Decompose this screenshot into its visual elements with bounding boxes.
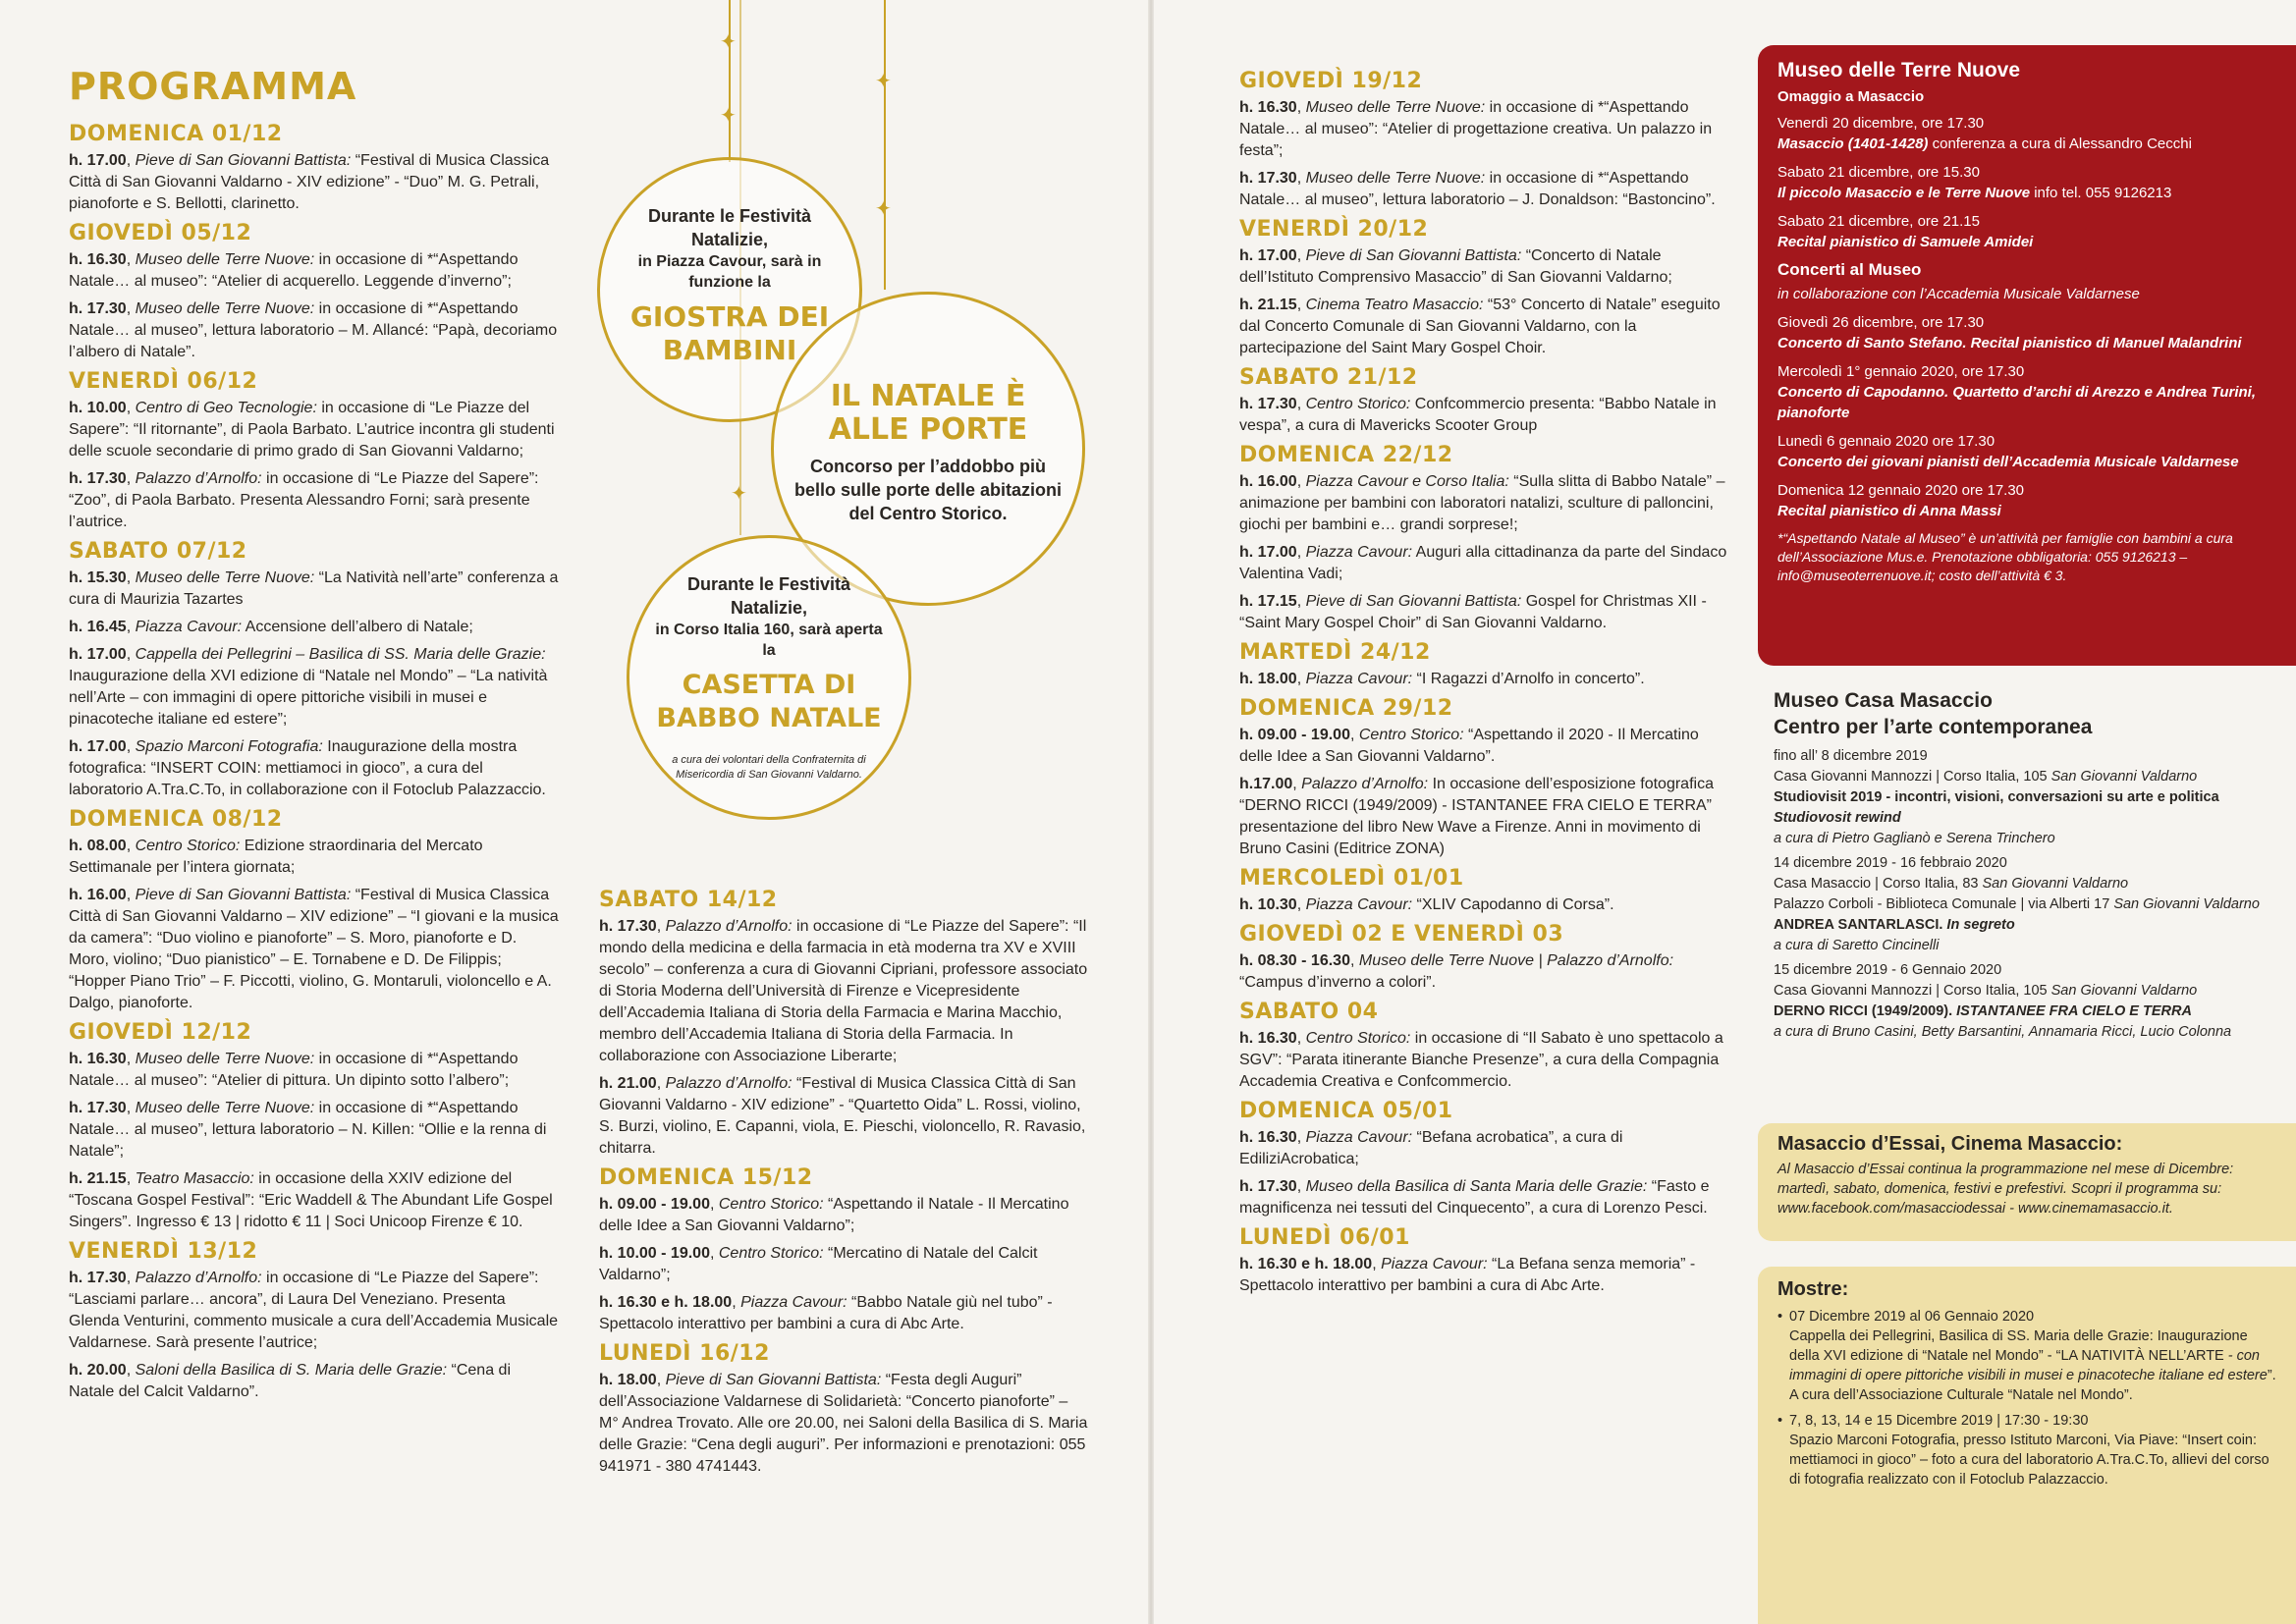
- event-place: Piazza Cavour:: [1305, 1129, 1413, 1146]
- event-description: “Festa degli Auguri” dell’Associazione Valdarnese di Solidarietà: “Concerto pianoforte” – M° Andrea Trovato. Alle ore 20.00, nei Saloni della Basilica di S. Maria delle Grazie: “Cena degli auguri”. Per informazioni e prenotazioni: 055 941971 - 380 4741443.: [599, 1372, 1088, 1475]
- day-heading: SABATO 21/12: [1239, 365, 1418, 390]
- event-place: Pieve di San Giovanni Battista:: [135, 887, 352, 903]
- casetta-location: in Corso Italia 160, sarà aperta la: [655, 622, 883, 659]
- mostre-item: [1777, 1307, 2280, 1405]
- event-title: Recital pianistico di Samuele Amidei: [1777, 234, 2034, 250]
- event-description: “Festival di Musica Classica Città di San Giovanni Valdarno – XIV edizione” – “I giovani e la musica da camera”: “Duo violino e pianoforte” – S. Moro, pianoforte e D. Moro, violino; “Duo pianistico” – E. Tornabene e D. De Filippis; “Hopper Piano Trio” – F. Piccotti, violino, G. Montaruli, violoncello e A. Dalgo, pianoforte.: [69, 887, 559, 1011]
- event-place: Piazza Cavour:: [1305, 896, 1413, 913]
- exhibit-name: In segreto: [1946, 917, 2015, 933]
- event-entry: h.17.00, Palazzo d’Arnolfo: In occasione dell’esposizione fotografica “DERNO RICCI (1949/2009) - ISTANTANEE FRA CIELO E TERRA” presentazione del libro New Wave a Firenze. Anni in movimento di Bruno Casini (Editrice ZONA): [1239, 776, 1714, 857]
- event-time: h. 16.30: [69, 1051, 127, 1067]
- event-time: h. 16.00: [69, 887, 127, 903]
- event-place: Museo delle Terre Nuove | Palazzo d’Arnolfo:: [1358, 952, 1674, 969]
- event-place: Museo delle Terre Nuove:: [135, 1051, 315, 1067]
- casetta-title: CASETTA DI BABBO NATALE: [656, 670, 882, 733]
- event-entry: h. 20.00, Saloni della Basilica di S. Maria delle Grazie: “Cena di Natale del Calcit Valdarno”.: [69, 1362, 511, 1400]
- event-title: Concerto di Santo Stefano. Recital pianistico di Manuel Malandrini: [1777, 335, 2242, 352]
- event-detail: conferenza a cura di Alessandro Cecchi: [1928, 135, 2192, 152]
- day-heading: DOMENICA 29/12: [1239, 696, 1453, 721]
- event-description: Inaugurazione della mostra fotografica: “INSERT COIN: mettiamoci in gioco”, a cura del laboratorio A.Tra.C.To, in collaborazione con il Fotoclub Palazzaccio.: [69, 738, 546, 798]
- event-entry: h. 17.30, Museo delle Terre Nuove: in occasione di *“Aspettando Natale… al museo”, lettura laboratorio – N. Killen: “Ollie e la renna di Natale”;: [69, 1100, 547, 1160]
- event-place: Museo delle Terre Nuove:: [135, 251, 315, 268]
- event-date: Lunedì 6 gennaio 2020 ore 17.30: [1777, 433, 1995, 450]
- event-place: Cappella dei Pellegrini – Basilica di SS. Maria delle Grazie:: [135, 646, 546, 663]
- mostre-date: • 07 Dicembre 2019 al 06 Gennaio 2020: [1789, 1309, 2035, 1325]
- exhibit-date: 15 dicembre 2019 - 6 Gennaio 2020: [1774, 962, 2002, 978]
- event-place: Pieve di San Giovanni Battista:: [135, 152, 352, 169]
- event-entry: h. 16.30 e h. 18.00, Piazza Cavour: “Babbo Natale giù nel tubo” - Spettacolo interattivo per bambini a cura di Abc Arte.: [599, 1294, 1053, 1332]
- event-entry: h. 16.00, Piazza Cavour e Corso Italia: “Sulla slitta di Babbo Natale” – animazione per bambini con laboratori natalizi, sculture di palloncini, giochi per bambini e… grandi sorprese!;: [1239, 473, 1725, 533]
- event-date: Giovedì 26 dicembre, ore 17.30: [1777, 314, 1985, 331]
- event-entry: h. 15.30, Museo delle Terre Nuove: “La Natività nell’arte” conferenza a cura di Maurizia Tazartes: [69, 569, 559, 608]
- programma-column-3: [1239, 63, 1730, 1619]
- event-place: Pieve di San Giovanni Battista:: [665, 1372, 882, 1388]
- day-heading: LUNEDÌ 16/12: [599, 1341, 770, 1366]
- exhibit-location: [1774, 767, 2284, 787]
- event-time: h. 16.30: [1239, 99, 1297, 116]
- event-entry: h. 17.00, Pieve di San Giovanni Battista: “Festival di Musica Classica Città di San Giovanni Valdarno - XIV edizione” - “Duo” M. G. Petrali, pianoforte e S. Bellotti, clarinetto.: [69, 152, 550, 212]
- location-text: Palazzo Corboli - Biblioteca Comunale | via Alberti 17: [1774, 896, 2114, 912]
- event-description: “Festival di Musica Classica Città di San Giovanni Valdarno - XIV edizione” - “Quartetto Oida” L. Rossi, violino, S. Burzi, violino, E. Capanni, viola, E. Pieschi, violoncello, R. Ravasio, chitarra.: [599, 1075, 1086, 1157]
- event-description: Edizione straordinaria del Mercato Settimanale per l’intera giornata;: [69, 838, 483, 876]
- event-place: Piazza Cavour e Corso Italia:: [1305, 473, 1509, 490]
- event-entry: h. 17.30, Museo delle Terre Nuove: in occasione di *“Aspettando Natale… al museo”, lettura laboratorio – M. Allancé: “Papà, decoriamo l’albero di Natale”.: [69, 300, 558, 360]
- event-entry: h. 18.00, Pieve di San Giovanni Battista: “Festa degli Auguri” dell’Associazione Valdarnese di Solidarietà: “Concerto pianoforte” – M° Andrea Trovato. Alle ore 20.00, nei Saloni della Basilica di S. Maria delle Grazie: “Cena degli auguri”. Per informazioni e prenotazioni: 055 941971 - 380 4741443.: [599, 1372, 1088, 1475]
- mostre-date: • 7, 8, 13, 14 e 15 Dicembre 2019 | 17:30 - 19:30: [1789, 1413, 2089, 1429]
- museo-terre-nuove-box: [1758, 45, 2296, 666]
- event-description: “Befana acrobatica”, a cura di EdiliziAcrobatica;: [1239, 1129, 1623, 1167]
- event-entry: h. 10.00 - 19.00, Centro Storico: “Mercatino di Natale del Calcit Valdarno”;: [599, 1245, 1038, 1283]
- exhibit-location: [1774, 894, 2284, 915]
- event-description: “La Befana senza memoria” - Spettacolo interattivo per bambini a cura di Abc Arte.: [1239, 1256, 1696, 1294]
- star-icon: ✦: [720, 105, 737, 127]
- event-entry: h. 17.30, Museo delle Terre Nuove: in occasione di *“Aspettando Natale… al museo”, lettura laboratorio – J. Donaldson: “Bastoncino”.: [1239, 170, 1716, 208]
- event-entry: h. 16.30, Museo delle Terre Nuove: in occasione di *“Aspettando Natale… al museo”: “Atelier di progettazione creativa. Un palazzo in festa”;: [1239, 99, 1713, 159]
- event-place: Centro Storico:: [135, 838, 241, 854]
- event-entry: h. 09.00 - 19.00, Centro Storico: “Aspettando il Natale - Il Mercatino delle Idee a San Giovanni Valdarno”;: [599, 1196, 1069, 1234]
- location-text: Casa Giovanni Mannozzi | Corso Italia, 105: [1774, 769, 2051, 785]
- location-city: San Giovanni Valdarno: [2050, 983, 2198, 999]
- event-description: “Fasto e magnificenza nei tessuti del Cinquecento”, a cura di Lorenzo Pesci.: [1239, 1178, 1710, 1217]
- contest-text: Concorso per l’addobbo più bello sulle porte delle abitazioni del Centro Storico.: [793, 457, 1063, 523]
- event-place: Palazzo d’Arnolfo:: [1301, 776, 1429, 792]
- star-icon: ✦: [875, 198, 892, 220]
- event-place: Spazio Marconi Fotografia:: [135, 738, 323, 755]
- casa-title: Museo Casa Masaccio: [1774, 689, 1993, 712]
- day-heading: DOMENICA 05/01: [1239, 1099, 1453, 1123]
- event-entry: h. 17.00, Piazza Cavour: Auguri alla cittadinanza da parte del Sindaco Valentina Vadi;: [1239, 544, 1727, 582]
- event-place: Centro Storico:: [1305, 1030, 1411, 1047]
- event-place: Piazza Cavour:: [1305, 544, 1413, 561]
- event-time: h. 17.30: [69, 1100, 127, 1116]
- event-place: Centro Storico:: [1358, 727, 1464, 743]
- day-heading: MERCOLEDÌ 01/01: [1239, 866, 1464, 891]
- event-place: Piazza Cavour:: [135, 619, 243, 635]
- exhibit-title: Studiovisit 2019 - incontri, visioni, conversazioni su arte e politica: [1774, 789, 2219, 805]
- event-time: h. 09.00 - 19.00: [1239, 727, 1350, 743]
- ornament-string: [884, 0, 886, 290]
- event-place: Palazzo d’Arnolfo:: [665, 918, 793, 935]
- redbox-event: [1777, 211, 2278, 252]
- event-date: Venerdì 20 dicembre, ore 17.30: [1777, 115, 1985, 132]
- event-description: in occasione di “Le Piazze del Sapere”: “Lasciami parlare… ancora”, di Laura Del Veneziano. Presenta Glenda Venturini, commento musicale a cura dell’Accademia Musicale Valdarnese. Sarà presente l’autrice;: [69, 1270, 559, 1351]
- event-time: h. 10.00 - 19.00: [599, 1245, 710, 1262]
- event-description: “Aspettando il Natale - Il Mercatino delle Idee a San Giovanni Valdarno”;: [599, 1196, 1069, 1234]
- day-heading: VENERDÌ 13/12: [69, 1239, 258, 1264]
- event-entry: h. 21.15, Cinema Teatro Masaccio: “53° Concerto di Natale” eseguito dal Concerto Comunale di San Giovanni Valdarno, con la partecipazione del Saint Mary Gospel Choir.: [1239, 297, 1721, 356]
- event-time: h. 17.30: [1239, 1178, 1297, 1195]
- event-time: h. 17.30: [69, 300, 127, 317]
- event-entry: h. 08.00, Centro Storico: Edizione straordinaria del Mercato Settimanale per l’intera giornata;: [69, 838, 483, 876]
- event-place: Centro Storico:: [718, 1196, 824, 1213]
- event-time: h. 17.30: [599, 918, 657, 935]
- event-entry: h. 16.45, Piazza Cavour: Accensione dell’albero di Natale;: [69, 619, 473, 635]
- day-heading: DOMENICA 01/12: [69, 122, 283, 146]
- event-title: Concerto di Capodanno. Quartetto d’archi di Arezzo e Andrea Turini, pianoforte: [1777, 384, 2256, 421]
- exhibit-name: ISTANTANEE FRA CIELO E TERRA: [1956, 1003, 2192, 1019]
- event-place: Palazzo d’Arnolfo:: [135, 1270, 262, 1286]
- event-time: h. 15.30: [69, 569, 127, 586]
- event-detail: info tel. 055 9126213: [2030, 185, 2172, 201]
- redbox-event: [1777, 480, 2278, 521]
- event-description: “Concerto di Natale dell’Istituto Comprensivo Masaccio” di San Giovanni Valdarno;: [1239, 247, 1672, 286]
- event-title: Recital pianistico di Anna Massi: [1777, 503, 2001, 519]
- event-description: in occasione di *“Aspettando Natale… al museo”, lettura laboratorio – M. Allancé: “Papà, decoriamo l’albero di Natale”.: [69, 300, 558, 360]
- event-description: in occasione di *“Aspettando Natale… al museo”: “Atelier di progettazione creativa. Un palazzo in festa”;: [1239, 99, 1713, 159]
- event-place: Teatro Masaccio:: [135, 1170, 254, 1187]
- event-entry: h. 17.30, Palazzo d’Arnolfo: in occasione di “Le Piazze del Sapere”: “Il mondo della medicina e della farmacia in età moderna tra XV e XVIII secolo” – conferenza a cura di Giovanni Cipriani, professore associato di Storia Moderna dell’Università di Firenze e Vicepresidente dell’Accademia Italiana di Storia della Farmacia e Marina Macchio, membro dell’Accademia Italiana di Storia della Farmacia. In collaborazione con Associazione Liberarte;: [599, 918, 1088, 1064]
- mostre-item: [1777, 1411, 2280, 1489]
- location-text: Casa Giovanni Mannozzi | Corso Italia, 105: [1774, 983, 2051, 999]
- event-entry: h. 17.00, Pieve di San Giovanni Battista: “Concerto di Natale dell’Istituto Comprensivo Masaccio” di San Giovanni Valdarno;: [1239, 247, 1672, 286]
- event-time: h. 16.00: [1239, 473, 1297, 490]
- event-time: h. 21.15: [1239, 297, 1297, 313]
- event-time: h. 17.15: [1239, 593, 1297, 610]
- exhibit-curator: a cura di Pietro Gaglianò e Serena Trinchero: [1774, 831, 2055, 846]
- event-place: Centro Storico:: [718, 1245, 824, 1262]
- event-description: Gospel for Christmas XII - “Saint Mary Gospel Choir” di San Giovanni Valdarno.: [1239, 593, 1707, 631]
- star-icon: ✦: [731, 483, 747, 505]
- event-entry: h. 17.30, Palazzo d’Arnolfo: in occasione di “Le Piazze del Sapere”: “Zoo”, di Paola Barbato. Presenta Alessandro Forni; sarà presente l’autrice.: [69, 470, 539, 530]
- event-date: Sabato 21 dicembre, ore 15.30: [1777, 164, 1980, 181]
- event-time: h. 17.00: [69, 738, 127, 755]
- event-time: h. 21.00: [599, 1075, 657, 1092]
- event-time: h. 17.30: [69, 1270, 127, 1286]
- day-heading: VENERDÌ 06/12: [69, 369, 258, 394]
- event-place: Museo delle Terre Nuove:: [1305, 99, 1486, 116]
- mostre-box: [1758, 1267, 2296, 1624]
- event-description: in occasione di “Il Sabato è uno spettacolo a SGV”: “Parata itinerante Bianche Presenze”, a cura della Compagnia Accademia Creativa e Confcommercio.: [1239, 1030, 1723, 1090]
- redbox-section-subtitle: in collaborazione con l’Accademia Musicale Valdarnese: [1777, 286, 2140, 302]
- event-place: Cinema Teatro Masaccio:: [1305, 297, 1484, 313]
- event-description: “53° Concerto di Natale” eseguito dal Concerto Comunale di San Giovanni Valdarno, con la partecipazione del Saint Mary Gospel Choir.: [1239, 297, 1721, 356]
- event-place: Museo delle Terre Nuove:: [1305, 170, 1486, 187]
- event-entry: h. 21.15, Teatro Masaccio: in occasione della XXIV edizione del “Toscana Gospel Festival”: “Eric Waddell & The Abundant Life Gospel Singers”. Ingresso € 13 | ridotto € 11 | Soci Unicoop Firenze € 10.: [69, 1170, 553, 1230]
- event-description: “Aspettando il 2020 - Il Mercatino delle Idee a San Giovanni Valdarno”.: [1239, 727, 1699, 765]
- event-place: Pieve di San Giovanni Battista:: [1305, 593, 1522, 610]
- redbox-event: [1777, 162, 2278, 203]
- event-entry: h. 09.00 - 19.00, Centro Storico: “Aspettando il 2020 - Il Mercatino delle Idee a San Giovanni Valdarno”.: [1239, 727, 1699, 765]
- event-place: Museo delle Terre Nuove:: [135, 1100, 315, 1116]
- event-description: in occasione di “Le Piazze del Sapere”: “Zoo”, di Paola Barbato. Presenta Alessandro Forni; sarà presente l’autrice.: [69, 470, 539, 530]
- star-icon: ✦: [875, 71, 892, 92]
- day-heading: DOMENICA 15/12: [599, 1165, 813, 1190]
- location-city: San Giovanni Valdarno: [2113, 896, 2260, 912]
- mostre-title: Mostre:: [1777, 1278, 1849, 1300]
- event-place: Centro di Geo Tecnologie:: [135, 400, 317, 416]
- event-place: Piazza Cavour:: [1381, 1256, 1488, 1272]
- star-icon: ✦: [720, 31, 737, 53]
- event-entry: h. 08.30 - 16.30, Museo delle Terre Nuove | Palazzo d’Arnolfo: “Campus d’inverno a colori”.: [1239, 952, 1674, 991]
- exhibit-curator: a cura di Saretto Cincinelli: [1774, 938, 1940, 953]
- redbox-title: Museo delle Terre Nuove: [1777, 59, 2021, 81]
- event-description: in occasione di *“Aspettando Natale… al museo”, lettura laboratorio – N. Killen: “Ollie e la renna di Natale”;: [69, 1100, 547, 1160]
- event-description: Accensione dell’albero di Natale;: [242, 619, 473, 635]
- event-entry: h. 21.00, Palazzo d’Arnolfo: “Festival di Musica Classica Città di San Giovanni Valdarno - XIV edizione” - “Quartetto Oida” L. Rossi, violino, S. Burzi, violino, E. Capanni, viola, E. Pieschi, violoncello, R. Ravasio, chitarra.: [599, 1075, 1086, 1157]
- exhibit-location: [1774, 981, 2284, 1001]
- event-description: in occasione di *“Aspettando Natale… al museo”: “Atelier di pittura. Un dipinto sotto l’albero”;: [69, 1051, 519, 1089]
- day-heading: DOMENICA 08/12: [69, 807, 283, 832]
- page-fold: [1148, 0, 1154, 1624]
- event-time: h. 16.45: [69, 619, 127, 635]
- page-title: PROGRAMMA: [69, 65, 357, 108]
- event-entry: h. 16.30, Museo delle Terre Nuove: in occasione di *“Aspettando Natale… al museo”: “Atelier di pittura. Un dipinto sotto l’albero”;: [69, 1051, 519, 1089]
- event-entry: h. 17.30, Museo della Basilica di Santa Maria delle Grazie: “Fasto e magnificenza nei tessuti del Cinquecento”, a cura di Lorenzo Pesci.: [1239, 1178, 1710, 1217]
- day-heading: SABATO 14/12: [599, 888, 778, 912]
- day-heading: MARTEDÌ 24/12: [1239, 640, 1431, 665]
- event-time: h. 08.30 - 16.30: [1239, 952, 1350, 969]
- event-place: Centro Storico:: [1305, 396, 1411, 412]
- giostra-location: in Piazza Cavour, sarà in funzione la: [637, 253, 822, 291]
- event-entry: h. 17.00, Spazio Marconi Fotografia: Inaugurazione della mostra fotografica: “INSERT COIN: mettiamoci in gioco”, a cura del laboratorio A.Tra.C.To, in collaborazione con il Fotoclub Palazzaccio.: [69, 738, 546, 798]
- event-time: h. 16.30: [1239, 1129, 1297, 1146]
- casetta-intro: Durante le Festività Natalizie,: [686, 574, 851, 618]
- event-entry: h. 17.30, Palazzo d’Arnolfo: in occasione di “Le Piazze del Sapere”: “Lasciami parlare… ancora”, di Laura Del Veneziano. Presenta Glenda Venturini, commento musicale a cura dell’Accademia Musicale Valdarnese. Sarà presente l’autrice;: [69, 1270, 559, 1351]
- location-text: Casa Masaccio | Corso Italia, 83: [1774, 876, 1983, 892]
- contest-title: IL NATALE È ALLE PORTE: [828, 379, 1028, 447]
- event-time: h. 16.30: [1239, 1030, 1297, 1047]
- event-time: h. 21.15: [69, 1170, 127, 1187]
- day-heading: GIOVEDÌ 02 E VENERDÌ 03: [1239, 922, 1564, 947]
- event-place: Saloni della Basilica di S. Maria delle Grazie:: [135, 1362, 448, 1379]
- event-time: h. 10.30: [1239, 896, 1297, 913]
- event-entry: h. 18.00, Piazza Cavour: “I Ragazzi d’Arnolfo in concerto”.: [1239, 671, 1645, 687]
- event-description: in occasione della XXIV edizione del “Toscana Gospel Festival”: “Eric Waddell & The Abundant Life Gospel Singers”. Ingresso € 13 | ridotto € 11 | Soci Unicoop Firenze € 10.: [69, 1170, 553, 1230]
- exhibit-title: [1774, 1001, 2284, 1022]
- event-entry: h. 17.15, Pieve di San Giovanni Battista: Gospel for Christmas XII - “Saint Mary Gospel Choir” di San Giovanni Valdarno.: [1239, 593, 1707, 631]
- event-entry: h. 16.00, Pieve di San Giovanni Battista: “Festival di Musica Classica Città di San Giovanni Valdarno – XIV edizione” – “I giovani e la musica da camera”: “Duo violino e pianoforte” – S. Moro, pianoforte e D. Moro, violino; “Duo pianistico” – E. Tornabene e D. De Filippis; “Hopper Piano Trio” – F. Piccotti, violino, G. Montaruli, violoncello e A. Dalgo, pianoforte.: [69, 887, 559, 1011]
- event-place: Piazza Cavour:: [740, 1294, 847, 1311]
- event-title: Concerto dei giovani pianisti dell’Accademia Musicale Valdarnese: [1777, 454, 2239, 470]
- day-heading: GIOVEDÌ 19/12: [1239, 69, 1423, 93]
- redbox-event: [1777, 113, 2278, 154]
- programma-column-2: [599, 882, 1090, 1613]
- event-time: h. 17.30: [1239, 170, 1297, 187]
- day-heading: GIOVEDÌ 05/12: [69, 221, 252, 245]
- event-description: In occasione dell’esposizione fotografica “DERNO RICCI (1949/2009) - ISTANTANEE FRA CIELO E TERRA” presentazione del libro New Wave a Firenze. Anni in movimento di Bruno Casini (Editrice ZONA): [1239, 776, 1714, 857]
- event-time: h. 17.00: [1239, 544, 1297, 561]
- event-time: h. 16.30 e h. 18.00: [599, 1294, 733, 1311]
- exhibit-subtitle: Studiovosit rewind: [1774, 810, 1901, 826]
- casa-masaccio-block: [1774, 687, 2284, 1043]
- event-time: h. 17.30: [69, 470, 127, 487]
- cinema-text: Al Masaccio d’Essai continua la programmazione nel mese di Dicembre: martedì, sabato, domenica, festivi e prefestivi. Scopri il programma su: www.facebook.com/masacciodessai - www.cinemamasaccio.it.: [1777, 1162, 2234, 1217]
- event-time: h. 16.30: [69, 251, 127, 268]
- event-place: Museo della Basilica di Santa Maria delle Grazie:: [1305, 1178, 1648, 1195]
- giostra-intro: Durante le Festività Natalizie,: [647, 206, 812, 249]
- giostra-title: GIOSTRA DEI BAMBINI: [629, 300, 830, 366]
- day-heading: VENERDÌ 20/12: [1239, 217, 1429, 242]
- exhibit-artist: DERNO RICCI (1949/2009).: [1774, 1003, 1957, 1019]
- cinema-title: Masaccio d’Essai, Cinema Masaccio:: [1777, 1133, 2123, 1155]
- exhibit-date: 14 dicembre 2019 - 16 febbraio 2020: [1774, 855, 2007, 871]
- event-entry: h. 16.30 e h. 18.00, Piazza Cavour: “La Befana senza memoria” - Spettacolo interattivo per bambini a cura di Abc Arte.: [1239, 1256, 1696, 1294]
- event-time: h. 08.00: [69, 838, 127, 854]
- event-description: in occasione di *“Aspettando Natale… al museo”, lettura laboratorio – J. Donaldson: “Bastoncino”.: [1239, 170, 1716, 208]
- redbox-section-title: Concerti al Museo: [1777, 260, 1922, 279]
- day-heading: DOMENICA 22/12: [1239, 443, 1453, 467]
- event-description: “XLIV Capodanno di Corsa”.: [1412, 896, 1614, 913]
- event-time: h. 10.00: [69, 400, 127, 416]
- event-time: h. 17.00: [1239, 247, 1297, 264]
- event-place: Museo delle Terre Nuove:: [135, 300, 315, 317]
- programma-column-1: [69, 65, 560, 1616]
- event-title: Masaccio (1401-1428): [1777, 135, 1929, 152]
- event-time: h. 20.00: [69, 1362, 127, 1379]
- event-place: Palazzo d’Arnolfo:: [135, 470, 262, 487]
- event-date: Mercoledì 1° gennaio 2020, ore 17.30: [1777, 363, 2025, 380]
- event-description: Confcommercio presenta: “Babbo Natale in vespa”, a cura di Mavericks Scooter Group: [1239, 396, 1717, 434]
- event-date: Domenica 12 gennaio 2020 ore 17.30: [1777, 482, 2025, 499]
- location-city: San Giovanni Valdarno: [1982, 876, 2129, 892]
- event-place: Piazza Cavour:: [1305, 671, 1413, 687]
- mostre-text-end: ”. A cura dell’Associazione Culturale “Natale nel Mondo”.: [1789, 1368, 2276, 1403]
- event-time: h. 18.00: [599, 1372, 657, 1388]
- event-time: h.17.00: [1239, 776, 1293, 792]
- mostre-text: Spazio Marconi Fotografia, presso Istituto Marconi, Via Piave: “Insert coin: mettiamoci in gioco” – foto a cura del laboratorio A.Tra.C.To, allievi del corso di fotografia realizzato con il Fotoclub Palazzaccio.: [1789, 1433, 2269, 1488]
- event-entry: h. 10.00, Centro di Geo Tecnologie: in occasione di “Le Piazze del Sapere”: “Il ritornante”, di Paola Barbato. L’autrice incontra gli studenti delle scuole secondarie di primo grado di San Giovanni Valdarno;: [69, 400, 555, 460]
- event-entry: h. 17.00, Cappella dei Pellegrini – Basilica di SS. Maria delle Grazie: Inaugurazione della XVI edizione di “Natale nel Mondo” – “La natività nell’Arte – con immagini di opere pittoriche visibili in musei e pinacoteche italiane ed estere”;: [69, 646, 548, 728]
- event-description: “La Natività nell’arte” conferenza a cura di Maurizia Tazartes: [69, 569, 559, 608]
- event-time: h. 16.30 e h. 18.00: [1239, 1256, 1373, 1272]
- event-description: “Babbo Natale giù nel tubo” - Spettacolo interattivo per bambini a cura di Abc Arte.: [599, 1294, 1053, 1332]
- event-description: “Festival di Musica Classica Città di San Giovanni Valdarno - XIV edizione” - “Duo” M. G. Petrali, pianoforte e S. Bellotti, clarinetto.: [69, 152, 550, 212]
- cinema-masaccio-box: [1758, 1123, 2296, 1241]
- event-entry: h. 17.30, Centro Storico: Confcommercio presenta: “Babbo Natale in vespa”, a cura di Mavericks Scooter Group: [1239, 396, 1717, 434]
- event-entry: h. 10.30, Piazza Cavour: “XLIV Capodanno di Corsa”.: [1239, 896, 1614, 913]
- event-entry: h. 16.30, Piazza Cavour: “Befana acrobatica”, a cura di EdiliziAcrobatica;: [1239, 1129, 1623, 1167]
- casetta-credit: a cura dei volontari della Confraternita di Misericordia di San Giovanni Valdarno.: [672, 754, 866, 781]
- event-description: Inaugurazione della XVI edizione di “Natale nel Mondo” – “La natività nell’Arte – con immagini di opere pittoriche visibili in musei e pinacoteche italiane ed estere”;: [69, 668, 548, 728]
- redbox-event: [1777, 361, 2278, 423]
- day-heading: SABATO 07/12: [69, 539, 247, 564]
- location-city: San Giovanni Valdarno: [2050, 769, 2198, 785]
- day-heading: GIOVEDÌ 12/12: [69, 1020, 252, 1045]
- event-description: “Campus d’inverno a colori”.: [1239, 974, 1437, 991]
- exhibit-date: fino all’ 8 dicembre 2019: [1774, 748, 1928, 764]
- event-time: h. 17.30: [1239, 396, 1297, 412]
- event-description: in occasione di *“Aspettando Natale… al museo”: “Atelier di acquerello. Leggende d’inverno”;: [69, 251, 519, 290]
- event-entry: h. 16.30, Museo delle Terre Nuove: in occasione di *“Aspettando Natale… al museo”: “Atelier di acquerello. Leggende d’inverno”;: [69, 251, 519, 290]
- event-place: Museo delle Terre Nuove:: [135, 569, 315, 586]
- redbox-event: [1777, 312, 2278, 353]
- event-description: “Mercatino di Natale del Calcit Valdarno”;: [599, 1245, 1038, 1283]
- exhibit-title: [1774, 915, 2284, 936]
- mostre-text: Cappella dei Pellegrini, Basilica di SS. Maria delle Grazie: Inaugurazione della XVI edizione di “Natale nel Mondo” - “LA NATIVITÀ NELL’ARTE: [1789, 1328, 2248, 1364]
- event-time: h. 17.00: [69, 646, 127, 663]
- event-time: h. 18.00: [1239, 671, 1297, 687]
- ornament-string: [729, 0, 731, 162]
- event-description: “Cena di Natale del Calcit Valdarno”.: [69, 1362, 511, 1400]
- redbox-event: [1777, 431, 2278, 472]
- event-description: “I Ragazzi d’Arnolfo in concerto”.: [1412, 671, 1645, 687]
- event-description: “Sulla slitta di Babbo Natale” – animazione per bambini con laboratori natalizi, sculture di palloncini, giochi per bambini e… grandi sorprese!;: [1239, 473, 1725, 533]
- exhibit-curator: a cura di Bruno Casini, Betty Barsantini, Annamaria Ricci, Lucio Colonna: [1774, 1024, 2232, 1040]
- event-date: Sabato 21 dicembre, ore 21.15: [1777, 213, 1980, 230]
- redbox-note: *“Aspettando Natale al Museo” è un’attività per famiglie con bambini a cura dell’Associazione Mus.e. Prenotazione obbligatoria: 055 9126213 – info@museoterrenuove.it; costo dell’attività € 3.: [1777, 530, 2233, 583]
- event-time: h. 17.00: [69, 152, 127, 169]
- mostre-text-italic: - con immagini di opere pittoriche visibili in musei e pinacoteche italiane ed estere: [1789, 1348, 2268, 1383]
- event-time: h. 09.00 - 19.00: [599, 1196, 710, 1213]
- redbox-subtitle: Omaggio a Masaccio: [1777, 88, 1925, 105]
- event-description: in occasione di “Le Piazze del Sapere”: “Il mondo della medicina e della farmacia in età moderna tra XV e XVIII secolo” – conferenza a cura di Giovanni Cipriani, professore associato di Storia Moderna dell’Università di Firenze e Vicepresidente dell’Accademia Italiana di Storia della Farmacia e Marina Macchio, membro dell’Accademia Italiana di Storia della Farmacia. In collaborazione con Associazione Liberarte;: [599, 918, 1088, 1064]
- event-entry: h. 16.30, Centro Storico: in occasione di “Il Sabato è uno spettacolo a SGV”: “Parata itinerante Bianche Presenze”, a cura della Compagnia Accademia Creativa e Confcommercio.: [1239, 1030, 1723, 1090]
- event-description: Auguri alla cittadinanza da parte del Sindaco Valentina Vadi;: [1239, 544, 1727, 582]
- casa-subtitle: Centro per l’arte contemporanea: [1774, 716, 2093, 738]
- event-place: Pieve di San Giovanni Battista:: [1305, 247, 1522, 264]
- day-heading: LUNEDÌ 06/01: [1239, 1225, 1410, 1250]
- event-title: Il piccolo Masaccio e le Terre Nuove: [1777, 185, 2031, 201]
- exhibit-location: [1774, 874, 2284, 894]
- day-heading: SABATO 04: [1239, 1000, 1379, 1024]
- event-description: in occasione di “Le Piazze del Sapere”: “Il ritornante”, di Paola Barbato. L’autrice incontra gli studenti delle scuole secondarie di primo grado di San Giovanni Valdarno;: [69, 400, 555, 460]
- ornament-casetta: [627, 535, 911, 820]
- exhibit-artist: ANDREA SANTARLASCI.: [1774, 917, 1947, 933]
- event-place: Palazzo d’Arnolfo:: [665, 1075, 793, 1092]
